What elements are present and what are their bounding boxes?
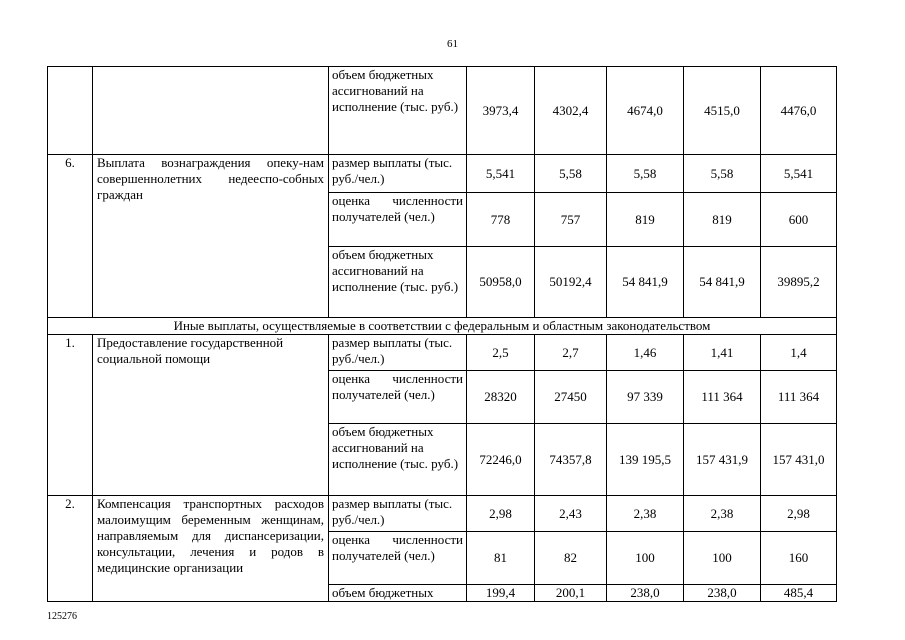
cell-param: размер выплаты (тыс. руб./чел.) (329, 335, 467, 371)
cell-value: 819 (684, 193, 761, 247)
cell-value: 72246,0 (467, 424, 535, 496)
cell-value: 50958,0 (467, 247, 535, 318)
cell-name: Выплата вознаграждения опеку-нам совершеннолетних недееспо-собных граждан (93, 155, 329, 318)
cell-value: 81 (467, 532, 535, 585)
cell-value: 100 (607, 532, 684, 585)
table-row (48, 155, 837, 193)
cell-value: 157 431,0 (761, 424, 837, 496)
cell-number: 2. (48, 496, 93, 602)
cell-value: 2,43 (535, 496, 607, 532)
cell-value: 111 364 (684, 371, 761, 424)
cell-value: 199,4 (467, 585, 535, 602)
cell-value: 4674,0 (607, 67, 684, 155)
cell-param: объем бюджетных ассигнований на исполнение (тыс. руб.) (329, 424, 467, 496)
cell-value: 74357,8 (535, 424, 607, 496)
cell-value: 157 431,9 (684, 424, 761, 496)
cell-param: объем бюджетных ассигнований на исполнение (тыс. руб.) (329, 247, 467, 318)
cell-name: Предоставление государственной социальной помощи (93, 335, 329, 496)
cell-value: 111 364 (761, 371, 837, 424)
cell-name: Компенсация транспортных расходов малоимущим беременным женщинам, направляемым для диспансеризации, консультации, лечения и родов в медицинские организации (93, 496, 329, 602)
cell-value: 160 (761, 532, 837, 585)
cell-value: 5,58 (684, 155, 761, 193)
cell-value: 5,58 (607, 155, 684, 193)
cell-value: 1,41 (684, 335, 761, 371)
cell-value: 4515,0 (684, 67, 761, 155)
cell-value: 139 195,5 (607, 424, 684, 496)
cell-param: оценка численности получателей (чел.) (329, 193, 467, 247)
cell-value: 4302,4 (535, 67, 607, 155)
cell-value: 2,38 (684, 496, 761, 532)
section-row (48, 318, 837, 335)
cell-number: 1. (48, 335, 93, 496)
table-row (48, 496, 837, 532)
cell-param: оценка численности получателей (чел.) (329, 371, 467, 424)
cell-value: 1,46 (607, 335, 684, 371)
cell-value: 5,541 (467, 155, 535, 193)
cell-value: 54 841,9 (607, 247, 684, 318)
page-number: 61 (447, 38, 458, 50)
cell-value: 778 (467, 193, 535, 247)
cell-value: 50192,4 (535, 247, 607, 318)
cell-value: 54 841,9 (684, 247, 761, 318)
table-row (48, 67, 837, 155)
cell-value: 97 339 (607, 371, 684, 424)
cell-value: 819 (607, 193, 684, 247)
section-heading: Иные выплаты, осуществляемые в соответствии с федеральным и областным законодательством (48, 318, 837, 335)
document-id: 125276 (47, 611, 77, 622)
table-row (48, 335, 837, 371)
cell-value: 2,98 (761, 496, 837, 532)
cell-param: оценка численности получателей (чел.) (329, 532, 467, 585)
budget-table (47, 66, 837, 602)
cell-value: 3973,4 (467, 67, 535, 155)
cell-value: 28320 (467, 371, 535, 424)
cell-value: 5,541 (761, 155, 837, 193)
cell-value: 100 (684, 532, 761, 585)
cell-value: 27450 (535, 371, 607, 424)
cell-value: 485,4 (761, 585, 837, 602)
cell-value: 82 (535, 532, 607, 585)
cell-value: 2,38 (607, 496, 684, 532)
cell-value: 600 (761, 193, 837, 247)
cell-name (93, 67, 329, 155)
cell-value: 39895,2 (761, 247, 837, 318)
cell-value: 238,0 (684, 585, 761, 602)
cell-param: размер выплаты (тыс. руб./чел.) (329, 496, 467, 532)
cell-param: размер выплаты (тыс. руб./чел.) (329, 155, 467, 193)
cell-value: 2,98 (467, 496, 535, 532)
cell-number (48, 67, 93, 155)
cell-value: 1,4 (761, 335, 837, 371)
cell-number: 6. (48, 155, 93, 318)
cell-value: 4476,0 (761, 67, 837, 155)
cell-value: 200,1 (535, 585, 607, 602)
cell-value: 238,0 (607, 585, 684, 602)
cell-value: 5,58 (535, 155, 607, 193)
cell-value: 757 (535, 193, 607, 247)
cell-value: 2,5 (467, 335, 535, 371)
cell-param: объем бюджетных (329, 585, 467, 602)
cell-value: 2,7 (535, 335, 607, 371)
cell-param: объем бюджетных ассигнований на исполнение (тыс. руб.) (329, 67, 467, 155)
